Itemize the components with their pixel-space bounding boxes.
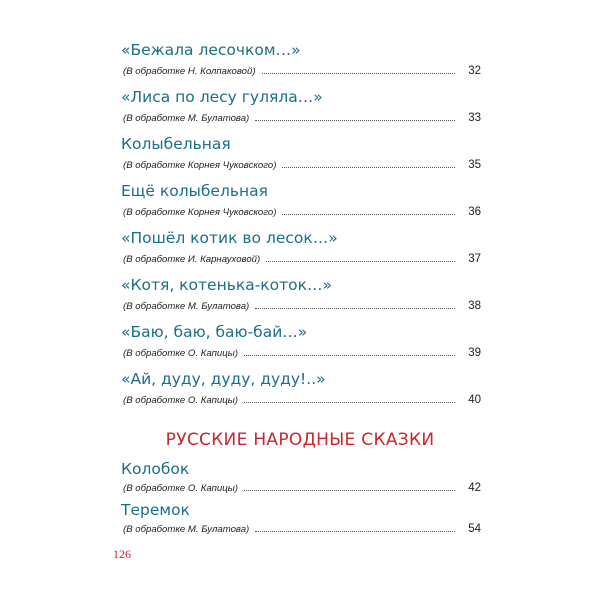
page-number: 35 xyxy=(468,159,481,171)
entry-subtitle-row xyxy=(121,346,481,361)
entry-title: «Ай, дуду, дуду, дуду!..» xyxy=(121,370,326,388)
dot-leader xyxy=(255,111,455,121)
entry-title: «Баю, баю, баю-бай…» xyxy=(121,323,308,341)
entry-subtitle-row xyxy=(121,64,481,79)
entry-subtitle: (В обработке Корнея Чуковского) xyxy=(123,160,277,171)
toc-entry xyxy=(121,369,481,408)
entry-title: «Котя, котенька-коток…» xyxy=(121,276,333,294)
dot-leader xyxy=(266,252,455,262)
toc-entry xyxy=(121,40,481,79)
page-number: 33 xyxy=(468,112,481,124)
dot-leader xyxy=(244,481,455,491)
entry-subtitle: (В обработке Корнея Чуковского) xyxy=(123,207,277,218)
entry-subtitle-row xyxy=(121,158,481,173)
entry-subtitle: (В обработке М. Булатова) xyxy=(123,113,250,124)
entry-subtitle-row xyxy=(121,481,481,496)
entry-subtitle-row xyxy=(121,299,481,314)
entry-subtitle-row xyxy=(121,205,481,220)
entry-title: Ещё колыбельная xyxy=(121,182,268,200)
entry-subtitle: (В обработке О. Капицы) xyxy=(123,348,238,359)
page-number: 39 xyxy=(468,347,481,359)
entry-subtitle: (В обработке О. Капицы) xyxy=(123,395,238,406)
entry-subtitle-row xyxy=(121,522,481,537)
entry-subtitle: (В обработке О. Капицы) xyxy=(123,483,238,494)
toc-entry xyxy=(121,500,481,537)
entry-title: «Бежала лесочком…» xyxy=(121,41,301,59)
entry-subtitle-row xyxy=(121,111,481,126)
entry-subtitle-row xyxy=(121,393,481,408)
entry-title: Колыбельная xyxy=(121,135,231,153)
toc-entry xyxy=(121,134,481,173)
dot-leader xyxy=(244,393,455,403)
toc-entry xyxy=(121,181,481,220)
dot-leader xyxy=(244,346,455,356)
entry-subtitle: (В обработке Н. Колпаковой) xyxy=(123,66,256,77)
dot-leader xyxy=(262,64,455,74)
toc-entry xyxy=(121,322,481,361)
toc-entry xyxy=(121,87,481,126)
page-folio: 126 xyxy=(113,547,131,561)
entry-subtitle: (В обработке И. Карнауховой) xyxy=(123,254,261,265)
entry-subtitle: (В обработке М. Булатова) xyxy=(123,301,250,312)
entry-title: «Пошёл котик во лесок…» xyxy=(121,229,338,247)
entry-subtitle-row xyxy=(121,252,481,267)
page-number: 38 xyxy=(468,300,481,312)
entry-title: Теремок xyxy=(121,501,190,519)
page-number: 42 xyxy=(468,482,481,494)
dot-leader xyxy=(255,522,455,532)
dot-leader xyxy=(255,299,455,309)
toc-entry xyxy=(121,228,481,267)
dot-leader xyxy=(282,158,455,168)
page-number: 40 xyxy=(468,394,481,406)
page-number: 32 xyxy=(468,65,481,77)
toc-entry xyxy=(121,275,481,314)
page-number: 54 xyxy=(468,523,481,535)
section-heading: РУССКИЕ НАРОДНЫЕ СКАЗКИ xyxy=(165,430,435,450)
entry-subtitle: (В обработке М. Булатова) xyxy=(123,524,250,535)
entry-title: Колобок xyxy=(121,460,190,478)
toc-entry xyxy=(121,459,481,496)
page-number: 37 xyxy=(468,253,481,265)
entry-title: «Лиса по лесу гуляла…» xyxy=(121,88,323,106)
dot-leader xyxy=(282,205,455,215)
page-number: 36 xyxy=(468,206,481,218)
